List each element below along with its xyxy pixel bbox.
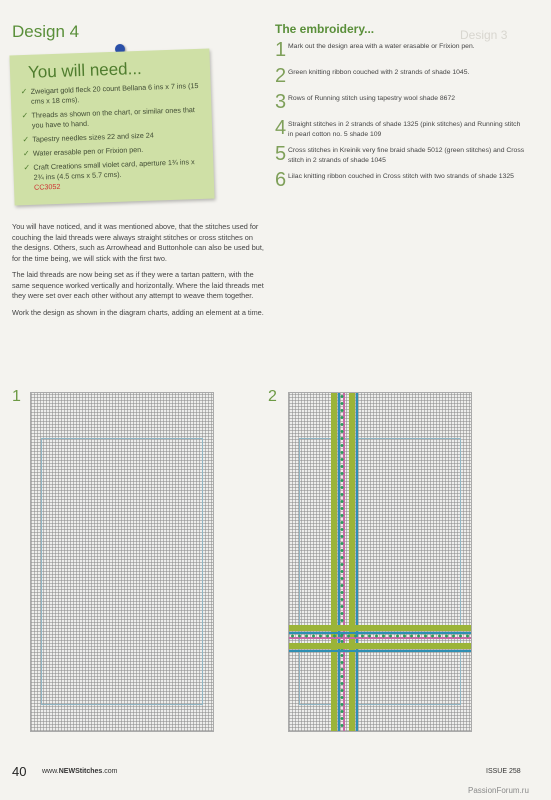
check-icon: ✓: [22, 148, 30, 159]
step-item: 2 Green knitting ribbon couched with 2 strands of shade 1045.: [275, 65, 470, 87]
cross-stitch-column: [340, 393, 344, 731]
embroidery-title: The embroidery...: [275, 22, 375, 36]
list-item: ✓ Threads as shown on the chart, or similar ones that you have to hand.: [21, 105, 196, 130]
design-area-outline: [41, 438, 203, 705]
list-item: ✓ Zweigart gold fleck 20 count Bellana 6 ins x 7 ins (15 cms x 18 cms).: [20, 80, 199, 106]
watermark: PassionForum.ru: [468, 786, 529, 795]
paragraph: You will have noticed, and it was mentioned above, that the stitches used for couching the laid threads were always straight stitches or cross stitches on the designs. Others, such as Arrowhead and Buttonhole can also be used but, for the time being, we will stick with the first two.: [12, 222, 264, 263]
green-ribbon-vertical: [331, 393, 337, 731]
check-icon: ✓: [22, 134, 30, 145]
step-item: 5 Cross stitches in Kreinik very fine braid shade 5012 (green stitches) and Cross stitch in 2 strands of shade 1045: [275, 143, 525, 165]
step-number: 5: [275, 143, 287, 165]
chart-2-label: 2: [268, 388, 277, 405]
cross-stitch-row: [289, 634, 471, 638]
step-number: 6: [275, 169, 287, 191]
check-icon: ✓: [23, 162, 31, 173]
embroidery-steps: [275, 39, 525, 198]
green-ribbon-vertical: [349, 393, 355, 731]
list-item: ✓ Water erasable pen or Frixion pen.: [22, 144, 144, 159]
show-through-text: Design 3: [460, 28, 508, 42]
design-area-outline: [299, 438, 461, 705]
website-url: www.NEWStitches.com: [42, 768, 118, 775]
running-stitch-horizontal: [289, 650, 471, 652]
step-item: 4 Straight stitches in 2 strands of shade 1325 (pink stitches) and Running stitch in pearl cotton no. 5 shade 109: [275, 117, 521, 139]
materials-list: [21, 81, 205, 193]
product-code: CC3052: [33, 181, 61, 192]
step-number: 2: [275, 65, 287, 87]
you-will-need-title: You will need...: [27, 58, 143, 82]
check-icon: ✓: [21, 110, 29, 121]
page-number: 40: [12, 764, 27, 779]
running-stitch-vertical: [356, 393, 358, 731]
step-number: 4: [275, 117, 287, 139]
step-number: 3: [275, 91, 287, 113]
list-item: ✓ Tapestry needles sizes 22 and size 24: [22, 130, 154, 145]
chart-1-label: 1: [12, 388, 21, 405]
green-ribbon-horizontal: [289, 643, 471, 649]
chart-1-grid: [30, 392, 214, 732]
step-number: 1: [275, 39, 287, 61]
chart-2-grid: [288, 392, 472, 732]
green-ribbon-horizontal: [289, 625, 471, 631]
step-item: 3 Rows of Running stitch using tapestry wool shade 8672: [275, 91, 455, 113]
check-icon: ✓: [20, 86, 28, 97]
issue-number: ISSUE 258: [486, 768, 521, 775]
step-item: 1 Mark out the design area with a water erasable or Frixion pen.: [275, 39, 475, 61]
paragraph: The laid threads are now being set as if they were a tartan pattern, with the same sequence worked vertically and horizontally. Where the laid threads met they were set over each other without any attempt to weave them together.: [12, 270, 264, 300]
step-item: 6 Lilac knitting ribbon couched in Cross stitch with two strands of shade 1325: [275, 169, 514, 191]
you-will-need-box: [9, 49, 214, 206]
list-item: ✓ Craft Creations small violet card, aperture 1¾ ins x 2¾ ins (4.5 cms x 5.7 cms). CC3052: [23, 157, 204, 193]
body-text: [12, 222, 264, 324]
paragraph: Work the design as shown in the diagram charts, adding an element at a time.: [12, 307, 264, 317]
design-title: Design 4: [12, 22, 80, 41]
